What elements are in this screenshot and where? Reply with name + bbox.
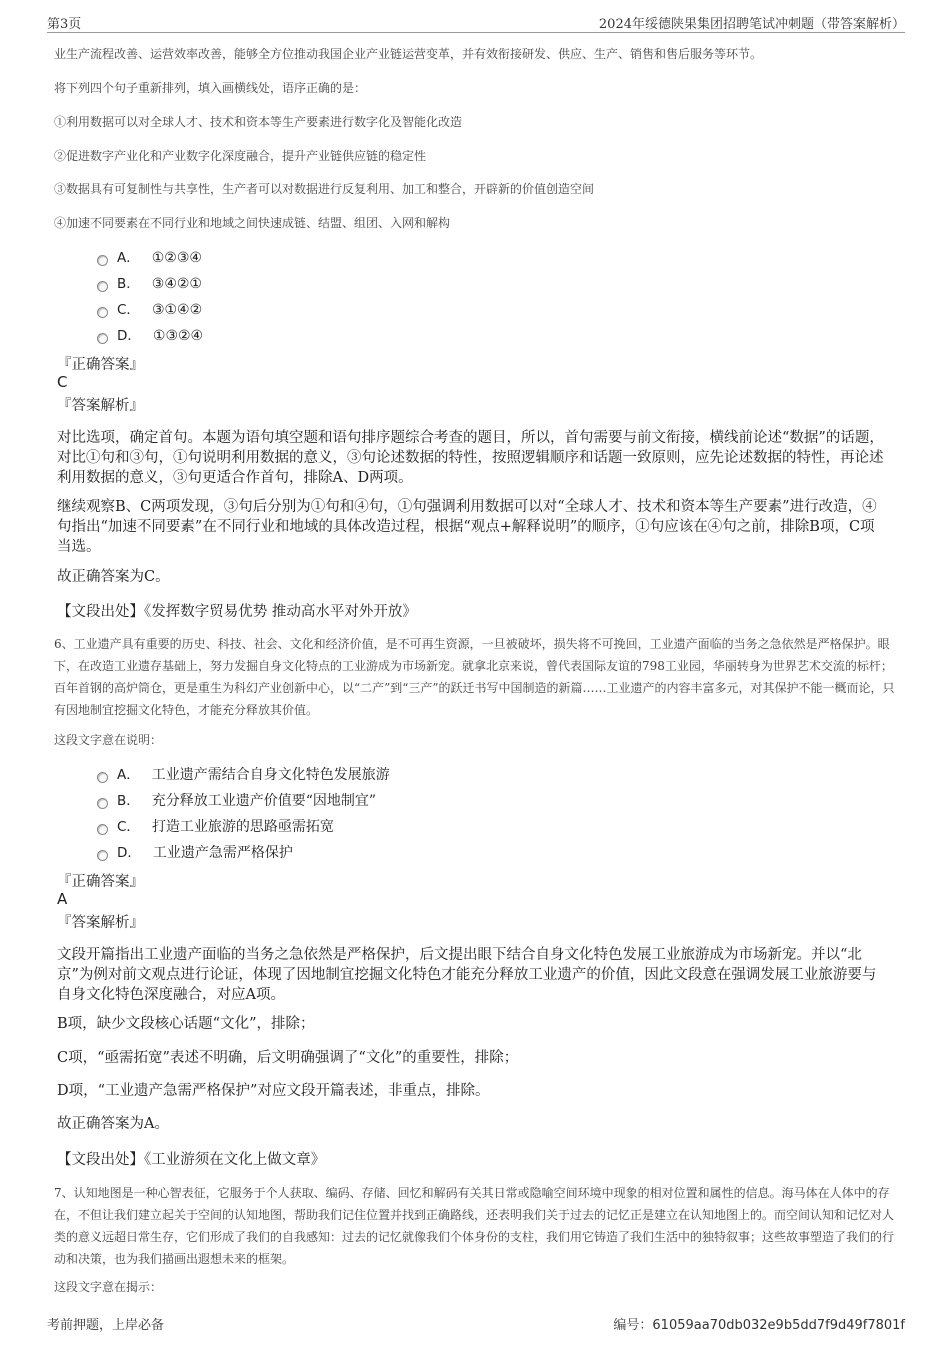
option-letter: A． [117, 250, 140, 266]
q6-source: 【文段出处】《工业游须在文化上做文章》 [57, 1152, 326, 1168]
option-letter: A． [117, 767, 140, 783]
q6-analysis-p3: C项，“亟需拓宽”表述不明确，后文明确强调了“文化”的重要性，排除； [57, 1050, 519, 1066]
radio-icon[interactable] [97, 798, 108, 809]
q6-stem: 6、工业遗产具有重要的历史、科技、社会、文化和经济价值，是不可再生资源，一旦被破坏，损失将不可挽回，工业遗产面临的当务之急依然是严格保护。眼下，在改造工业遗存基础上，努力发掘自身文化特点的工业游成为市场新宠。就拿北京来说，曾代表国际友谊的798工业园，华丽转身为世界艺术交流的标杆；百年首钢的高炉筒仓，更是重生为科幻产业创新中心，以“二产”到“三产”的跃迁书写中国制造的新篇……工业遗产的内容丰富多元，对其保护不能一概而论，只有因地制宜挖掘文化特色，才能充分释放其价值。 [54, 637, 895, 717]
radio-icon[interactable] [97, 281, 108, 292]
page-header [47, 10, 905, 33]
option-text: ①③②④ [152, 328, 204, 344]
option-text: ③①④② [151, 302, 203, 318]
q5-analysis-p3: 故正确答案为C。 [57, 569, 170, 585]
option-letter: B． [117, 276, 140, 292]
q5-sentence-4: ④加速不同要素在不同行业和地域之间快速成链、结盟、组团、入网和解构 [54, 216, 451, 230]
q7-prompt: 这段文字意在揭示： [54, 1280, 163, 1294]
radio-icon[interactable] [97, 850, 108, 861]
document-code [613, 1314, 905, 1333]
q5-sentence-3: ③数据具有可复制性与共享性，生产者可以对数据进行反复利用、加工和整合，开辟新的价值创造空间 [54, 182, 595, 196]
page-number: 第3页 [47, 17, 82, 32]
q5-analysis-p2: 继续观察B、C两项发现，③句后分别为①句和④句，①句强调利用数据可以对“全球人才、技术和资本等生产要素”进行改造，④句指出“加速不同要素”在不同行业和地域的具体改造过程，根据“观点+解释说明”的顺序，①句应该在④句之前，排除B项，C项当选。 [57, 499, 877, 555]
q6-analysis-tag: 『答案解析』 [57, 915, 144, 931]
q6-answer-tag: 『正确答案』 [57, 874, 144, 890]
footer-slogan: 考前押题，上岸必备 [47, 1318, 165, 1333]
option-text: ③④②① [151, 276, 202, 292]
q5-option-a[interactable] [97, 248, 202, 268]
q6-analysis-p5: 故正确答案为A。 [57, 1116, 169, 1132]
q6-analysis-p1: 文段开篇指出工业遗产面临的当务之急依然是严格保护，后文提出眼下结合自身文化特色发展工业旅游成为市场新宠。并以“北京”为例对前文观点进行论证，体现了因地制宜挖掘文化特色才能充分释放工业遗产的价值，因此文段意在强调发展工业旅游要与自身文化特色深度融合，对应A项。 [57, 947, 877, 1003]
q6-option-d[interactable] [97, 843, 293, 863]
q5-answer: C [57, 373, 68, 391]
radio-icon[interactable] [97, 255, 108, 266]
q5-option-c[interactable] [97, 300, 202, 320]
q7-stem: 7、认知地图是一种心智表征，它服务于个人获取、编码、存储、回忆和解码有关其日常或隐喻空间环境中现象的相对位置和属性的信息。海马体在人体中的存在，不但让我们建立起关于空间的认知地图，帮助我们记住位置并找到正确路线，还表明我们关于过去的记忆正是建立在认知地图上的。而空间认知和记忆对人类的意义远超日常生存，它们形成了我们的自我感知：过去的记忆就像我们个体身份的支柱，我们用它铸造了我们生活中的独特叙事；这些故事塑造了我们的行动和决策，也为我们描画出遐想未来的框架。 [54, 1186, 895, 1266]
q6-analysis-p4: D项，“工业遗产急需严格保护”对应文段开篇表述，非重点，排除。 [57, 1083, 490, 1099]
q6-prompt: 这段文字意在说明： [54, 733, 163, 747]
q6-option-c[interactable] [97, 817, 334, 837]
q6-option-b[interactable] [97, 791, 376, 811]
code-label: 编号： [613, 1318, 653, 1333]
option-letter: D． [117, 328, 141, 344]
document-title: 2024年绥德陕果集团招聘笔试冲刺题（带答案解析） [598, 17, 905, 32]
q6-option-a[interactable] [97, 765, 390, 785]
radio-icon[interactable] [97, 333, 108, 344]
option-letter: C． [117, 302, 140, 318]
q5-source: 【文段出处】《发挥数字贸易优势 推动高水平对外开放》 [57, 604, 417, 620]
q5-option-b[interactable] [97, 274, 202, 294]
option-letter: D． [117, 845, 141, 861]
q5-answer-tag: 『正确答案』 [57, 357, 144, 373]
q5-analysis-p1: 对比选项，确定首句。本题为语句填空题和语句排序题综合考查的题目，所以，首句需要与前文衔接，横线前论述“数据”的话题，对比①句和③句，①句说明利用数据的意义，③句论述数据的特性，按照逻辑顺序和话题一致原则，应先论述数据的特性，再论述利用数据的意义，③句更适合作首句，排除A、D两项。 [57, 430, 884, 486]
q5-sentence-1: ①利用数据可以对全球人才、技术和资本等生产要素进行数字化及智能化改造 [54, 115, 463, 129]
radio-icon[interactable] [97, 307, 108, 318]
q6-analysis-p2: B项，缺少文段核心话题“文化”，排除； [57, 1016, 315, 1032]
q5-option-d[interactable] [97, 326, 203, 346]
radio-icon[interactable] [97, 824, 108, 835]
code-value: 61059aa70db032e9b5dd7f9d49f7801f [652, 1318, 905, 1333]
option-text: 充分释放工业遗产价值要“因地制宜” [151, 793, 377, 809]
q6-answer: A [57, 890, 68, 908]
option-letter: C． [117, 819, 140, 835]
q5-sentence-2: ②促进数字产业化和产业数字化深度融合，提升产业链供应链的稳定性 [54, 149, 427, 163]
q5-stem-continuation: 业生产流程改善、运营效率改善，能够全方位推动我国企业产业链运营变革，并有效衔接研发、供应、生产、销售和售后服务等环节。 [54, 47, 763, 61]
option-letter: B． [117, 793, 140, 809]
option-text: 打造工业旅游的思路亟需拓宽 [151, 819, 334, 835]
page-footer [47, 1312, 905, 1334]
option-text: 工业遗产需结合自身文化特色发展旅游 [151, 767, 390, 783]
option-text: ①②③④ [151, 250, 202, 266]
q5-prompt: 将下列四个句子重新排列，填入画横线处，语序正确的是： [54, 81, 367, 95]
q5-analysis-tag: 『答案解析』 [57, 398, 144, 414]
option-text: 工业遗产急需严格保护 [152, 845, 293, 861]
radio-icon[interactable] [97, 772, 108, 783]
